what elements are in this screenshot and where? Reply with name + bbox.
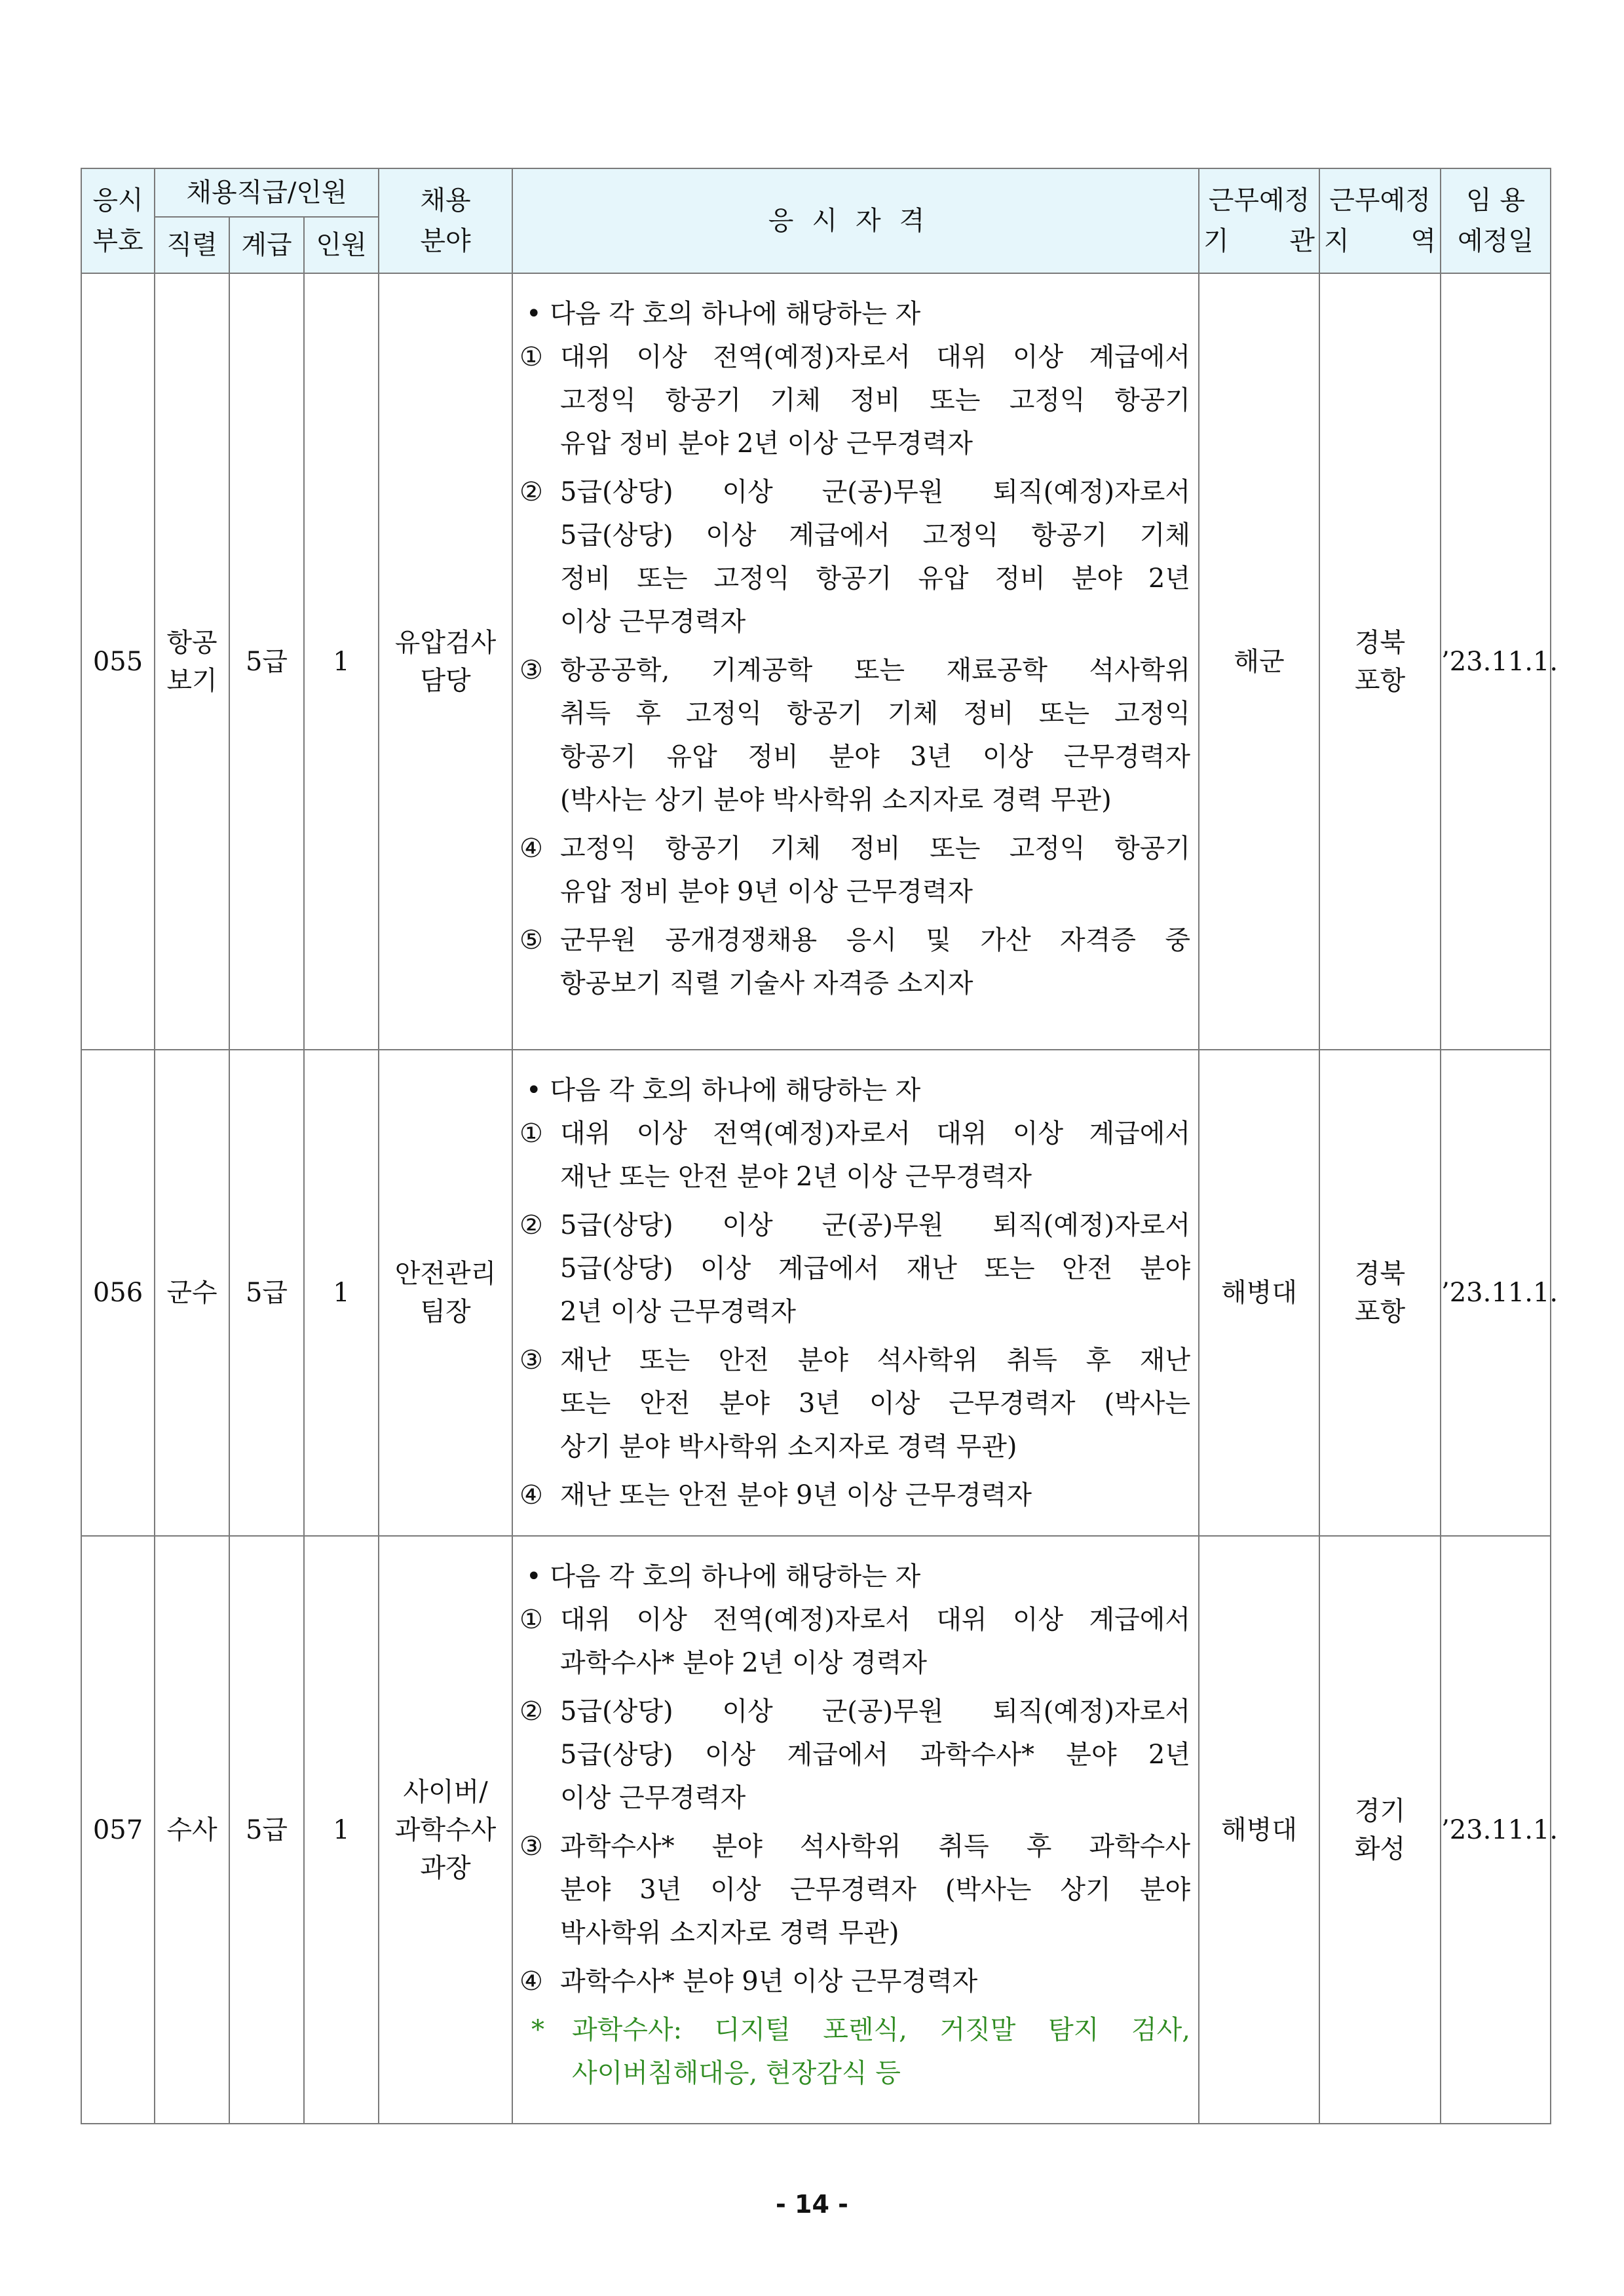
field-cell-line: 담당	[420, 665, 471, 696]
series-cell	[155, 1536, 229, 2124]
item-marker	[519, 1290, 560, 1333]
qualification-cell	[512, 273, 1199, 1050]
table-row	[81, 1050, 1551, 1536]
field-cell	[379, 1050, 512, 1536]
qualification-item	[519, 1690, 1190, 1820]
item-marker	[519, 379, 560, 422]
item-text: 항공기 유압 정비 분야 3년 이상 근무경력자	[560, 742, 1191, 772]
grade-cell	[229, 273, 304, 1050]
item-text: 고정익 항공기 기체 정비 또는 고정익 항공기	[560, 385, 1191, 415]
item-marker: ③	[519, 655, 543, 685]
item-marker	[519, 514, 560, 557]
table-body	[81, 273, 1558, 2124]
org-cell	[1199, 1536, 1319, 2124]
qualification-line	[519, 1598, 1190, 1641]
header-field	[379, 168, 512, 273]
header-date-top: 임 용	[1466, 185, 1526, 216]
qualification-line	[519, 1112, 1190, 1155]
headcount-cell-line: 1	[333, 1278, 350, 1308]
item-text: 항공보기 직렬 기술사 자격증 소지자	[560, 968, 973, 999]
page-number: - 14 -	[776, 2190, 848, 2219]
header-qualification: 응시자격	[512, 168, 1199, 273]
qualification-line	[519, 778, 1190, 822]
item-marker: ④	[519, 833, 543, 864]
item-text: (박사는 상기 분야 박사학위 소지자로 경력 무관)	[560, 785, 1112, 815]
field-cell-line: 팀장	[420, 1297, 471, 1327]
qualification-line	[519, 1960, 1190, 2003]
region-cell	[1319, 1050, 1441, 1536]
exam-code-cell	[81, 1536, 155, 2124]
item-marker	[519, 1425, 560, 1468]
qualification-line	[519, 1911, 1190, 1955]
exam-code-cell	[81, 1050, 155, 1536]
item-text: 유압 정비 분야 2년 이상 근무경력자	[560, 429, 973, 459]
note-line	[519, 2008, 1190, 2052]
item-marker	[519, 1641, 560, 1685]
qualification-line	[519, 514, 1190, 557]
org-cell	[1199, 273, 1319, 1050]
qualification-line	[519, 379, 1190, 422]
qualification-item	[519, 1598, 1190, 1685]
item-marker	[519, 1776, 560, 1820]
qualification-line	[519, 735, 1190, 778]
field-cell	[379, 1536, 512, 2124]
qualification-line	[519, 470, 1190, 514]
item-marker	[519, 1733, 560, 1776]
item-marker	[519, 422, 560, 465]
region-cell-line: 경북	[1354, 627, 1406, 658]
org-cell-line: 해군	[1234, 646, 1285, 677]
qualification-cell	[512, 1536, 1199, 2124]
header-headcount: 인원	[304, 217, 379, 273]
series-cell-line: 보기	[166, 665, 217, 696]
date-cell	[1441, 1050, 1558, 1536]
header-org-bottom-b: 관	[1289, 226, 1315, 256]
item-text: 이상 근무경력자	[560, 1783, 746, 1813]
header-exam-code	[81, 168, 155, 273]
item-text: 대위 이상 전역(예정)자로서 대위 이상 계급에서	[560, 1119, 1191, 1149]
qualification-line	[519, 1247, 1190, 1290]
qualification-line	[519, 335, 1190, 379]
date-cell	[1441, 1536, 1558, 2124]
header-date-bottom: 예정일	[1458, 226, 1534, 256]
header-region-bottom-a: 지	[1324, 226, 1350, 256]
header-region-bottom-b: 역	[1410, 226, 1437, 256]
item-marker: ①	[519, 1119, 543, 1149]
headcount-cell	[304, 273, 379, 1050]
header-exam-code-bottom: 부호	[92, 226, 143, 256]
item-text: 박사학위 소지자로 경력 무관)	[560, 1918, 899, 1948]
qualification-line	[519, 1641, 1190, 1685]
item-marker	[519, 1155, 560, 1198]
headcount-cell-line: 1	[333, 1814, 350, 1845]
qualification-intro: • 다음 각 호의 하나에 해당하는 자	[526, 1561, 921, 1592]
qualification-line	[519, 1776, 1190, 1820]
header-field-top: 채용	[420, 185, 471, 216]
grade-cell-line: 5급	[245, 1814, 288, 1845]
exam-code-cell-line: 056	[92, 1278, 143, 1308]
date-cell-line: ’23.11.1.	[1441, 646, 1558, 677]
qualification-item	[519, 1112, 1190, 1198]
grade-cell	[229, 1536, 304, 2124]
header-org	[1199, 168, 1319, 273]
qualification-line	[519, 1733, 1190, 1776]
table-row	[81, 273, 1551, 1050]
headcount-cell	[304, 1050, 379, 1536]
item-text: 유압 정비 분야 9년 이상 근무경력자	[560, 877, 973, 907]
item-text: 5급(상당) 이상 군(공)무원 퇴직(예정)자로서	[560, 1696, 1191, 1727]
qualification-line	[519, 1425, 1190, 1468]
series-cell-line: 군수	[166, 1278, 217, 1308]
item-text: 상기 분야 박사학위 소지자로 경력 무관)	[560, 1432, 1017, 1462]
header-org-top: 근무예정	[1208, 185, 1310, 216]
date-cell-line: ’23.11.1.	[1441, 1814, 1558, 1845]
item-text: 대위 이상 전역(예정)자로서 대위 이상 계급에서	[560, 342, 1191, 372]
item-text: 정비 또는 고정익 항공기 유압 정비 분야 2년	[560, 564, 1191, 594]
item-marker: ④	[519, 1966, 543, 1997]
exam-code-cell	[81, 273, 155, 1050]
header-org-bottom	[1199, 221, 1319, 261]
field-cell-line: 과학수사	[394, 1814, 497, 1845]
item-marker	[519, 692, 560, 735]
item-text: 5급(상당) 이상 계급에서 과학수사* 분야 2년	[560, 1740, 1191, 1770]
header-series: 직렬	[155, 217, 229, 273]
table-row	[81, 1536, 1551, 2124]
region-cell-line: 포항	[1354, 1297, 1406, 1327]
series-cell	[155, 1050, 229, 1536]
org-cell	[1199, 1050, 1319, 1536]
qualification-item	[519, 335, 1190, 465]
qualification-item	[519, 1825, 1190, 1955]
item-text: 항공공학, 기계공학 또는 재료공학 석사학위	[560, 655, 1191, 685]
item-text: 5급(상당) 이상 계급에서 재난 또는 안전 분야	[560, 1253, 1191, 1284]
item-text: 취득 후 고정익 항공기 기체 정비 또는 고정익	[560, 698, 1191, 729]
qualification-line	[519, 919, 1190, 962]
qualification-item	[519, 1474, 1190, 1517]
headcount-cell-line: 1	[333, 646, 350, 677]
series-cell	[155, 273, 229, 1050]
item-marker: ②	[519, 1696, 543, 1727]
series-cell-line: 수사	[166, 1814, 217, 1845]
header-grade: 계급	[229, 217, 304, 273]
item-text: 고정익 항공기 기체 정비 또는 고정익 항공기	[560, 833, 1191, 864]
header-grade-group: 채용직급/인원	[155, 168, 379, 217]
header-field-bottom: 분야	[420, 226, 471, 256]
qualification-item	[519, 1960, 1190, 2003]
item-text: 2년 이상 근무경력자	[560, 1297, 797, 1327]
item-text: 재난 또는 안전 분야 2년 이상 근무경력자	[560, 1162, 1032, 1192]
qualification-line	[519, 1290, 1190, 1333]
exam-code-cell-line: 055	[92, 646, 143, 677]
header-org-bottom-a: 기	[1203, 226, 1229, 256]
qualification-line	[519, 827, 1190, 870]
qualification-line	[519, 557, 1190, 600]
qualification-line	[519, 870, 1190, 913]
item-marker	[519, 1247, 560, 1290]
item-marker: ⑤	[519, 925, 543, 955]
series-cell-line: 항공	[166, 627, 217, 658]
item-text: 5급(상당) 이상 군(공)무원 퇴직(예정)자로서	[560, 477, 1191, 507]
item-marker	[519, 600, 560, 643]
note-marker: *	[531, 2015, 545, 2045]
qualification-line	[519, 422, 1190, 465]
qualification-item	[519, 827, 1190, 913]
qualification-line	[519, 1868, 1190, 1911]
item-text: 재난 또는 안전 분야 석사학위 취득 후 재난	[560, 1345, 1191, 1375]
grade-cell-line: 5급	[245, 646, 288, 677]
header-region-top: 근무예정	[1329, 185, 1431, 216]
qualification-intro: • 다음 각 호의 하나에 해당하는 자	[526, 299, 921, 329]
item-marker	[519, 557, 560, 600]
qualification-line	[519, 1339, 1190, 1382]
item-marker: ③	[519, 1345, 543, 1375]
qualification-line	[519, 962, 1190, 1005]
field-cell-line: 과장	[420, 1852, 471, 1883]
field-cell-line: 안전관리	[394, 1259, 497, 1289]
recruitment-table	[81, 168, 1558, 2124]
item-text: 이상 근무경력자	[560, 607, 746, 637]
exam-code-cell-line: 057	[92, 1814, 143, 1845]
field-cell-line: 유압검사	[394, 627, 497, 658]
item-marker: ④	[519, 1480, 543, 1510]
date-cell	[1441, 273, 1558, 1050]
region-cell-line: 경기	[1354, 1795, 1406, 1826]
qualification-line	[519, 600, 1190, 643]
item-text: 과학수사* 분야 9년 이상 근무경력자	[560, 1966, 978, 1997]
qualification-line	[519, 692, 1190, 735]
item-text: 5급(상당) 이상 계급에서 고정익 항공기 기체	[560, 520, 1191, 550]
item-marker: ②	[519, 477, 543, 507]
region-cell	[1319, 1536, 1441, 2124]
qualification-cell	[512, 1050, 1199, 1536]
qualification-item	[519, 649, 1190, 822]
note-text: 과학수사: 디지털 포렌식, 거짓말 탐지 검사,	[572, 2015, 1191, 2045]
date-cell-line: ’23.11.1.	[1441, 1278, 1558, 1308]
item-marker	[519, 870, 560, 913]
item-marker	[519, 1868, 560, 1911]
item-marker	[519, 778, 560, 822]
note-marker	[519, 2052, 572, 2095]
qualification-line	[519, 1382, 1190, 1425]
qualification-line	[519, 1825, 1190, 1868]
header-region-bottom	[1320, 221, 1440, 261]
item-text: 군무원 공개경쟁채용 응시 및 가산 자격증 중	[560, 925, 1191, 955]
item-marker	[519, 735, 560, 778]
qualification-item	[519, 1204, 1190, 1333]
item-marker	[519, 1911, 560, 1955]
qualification-line	[519, 649, 1190, 692]
item-marker	[519, 962, 560, 1005]
org-cell-line: 해병대	[1221, 1814, 1297, 1845]
item-marker: ③	[519, 1831, 543, 1862]
header-date	[1441, 168, 1551, 273]
item-text: 또는 안전 분야 3년 이상 근무경력자 (박사는	[560, 1388, 1191, 1419]
item-text: 대위 이상 전역(예정)자로서 대위 이상 계급에서	[560, 1605, 1191, 1635]
grade-cell	[229, 1050, 304, 1536]
region-cell-line: 경북	[1354, 1259, 1406, 1289]
item-marker	[519, 1382, 560, 1425]
grade-cell-line: 5급	[245, 1278, 288, 1308]
qualification-line	[519, 1474, 1190, 1517]
item-text: 과학수사* 분야 석사학위 취득 후 과학수사	[560, 1831, 1191, 1862]
item-text: 과학수사* 분야 2년 이상 경력자	[560, 1648, 928, 1678]
org-cell-line: 해병대	[1221, 1278, 1297, 1308]
field-cell-line: 사이버/	[403, 1776, 488, 1807]
item-text: 재난 또는 안전 분야 9년 이상 근무경력자	[560, 1480, 1032, 1510]
header-region	[1319, 168, 1441, 273]
qualification-item	[519, 470, 1190, 643]
note-line	[519, 2052, 1190, 2095]
item-text: 분야 3년 이상 근무경력자 (박사는 상기 분야	[560, 1875, 1191, 1905]
qualification-item	[519, 919, 1190, 1005]
qualification-item	[519, 1339, 1190, 1468]
region-cell	[1319, 273, 1441, 1050]
qualification-line	[519, 1690, 1190, 1733]
item-text: 5급(상당) 이상 군(공)무원 퇴직(예정)자로서	[560, 1210, 1191, 1240]
item-marker: ①	[519, 1605, 543, 1635]
qualification-intro: • 다음 각 호의 하나에 해당하는 자	[526, 1075, 921, 1105]
header-exam-code-top: 응시	[92, 185, 143, 216]
item-marker: ①	[519, 342, 543, 372]
item-marker: ②	[519, 1210, 543, 1240]
headcount-cell	[304, 1536, 379, 2124]
region-cell-line: 화성	[1354, 1833, 1406, 1864]
field-cell	[379, 273, 512, 1050]
region-cell-line: 포항	[1354, 665, 1406, 696]
note-text: 사이버침해대응, 현장감식 등	[572, 2058, 901, 2088]
qualification-line	[519, 1204, 1190, 1247]
qualification-line	[519, 1155, 1190, 1198]
